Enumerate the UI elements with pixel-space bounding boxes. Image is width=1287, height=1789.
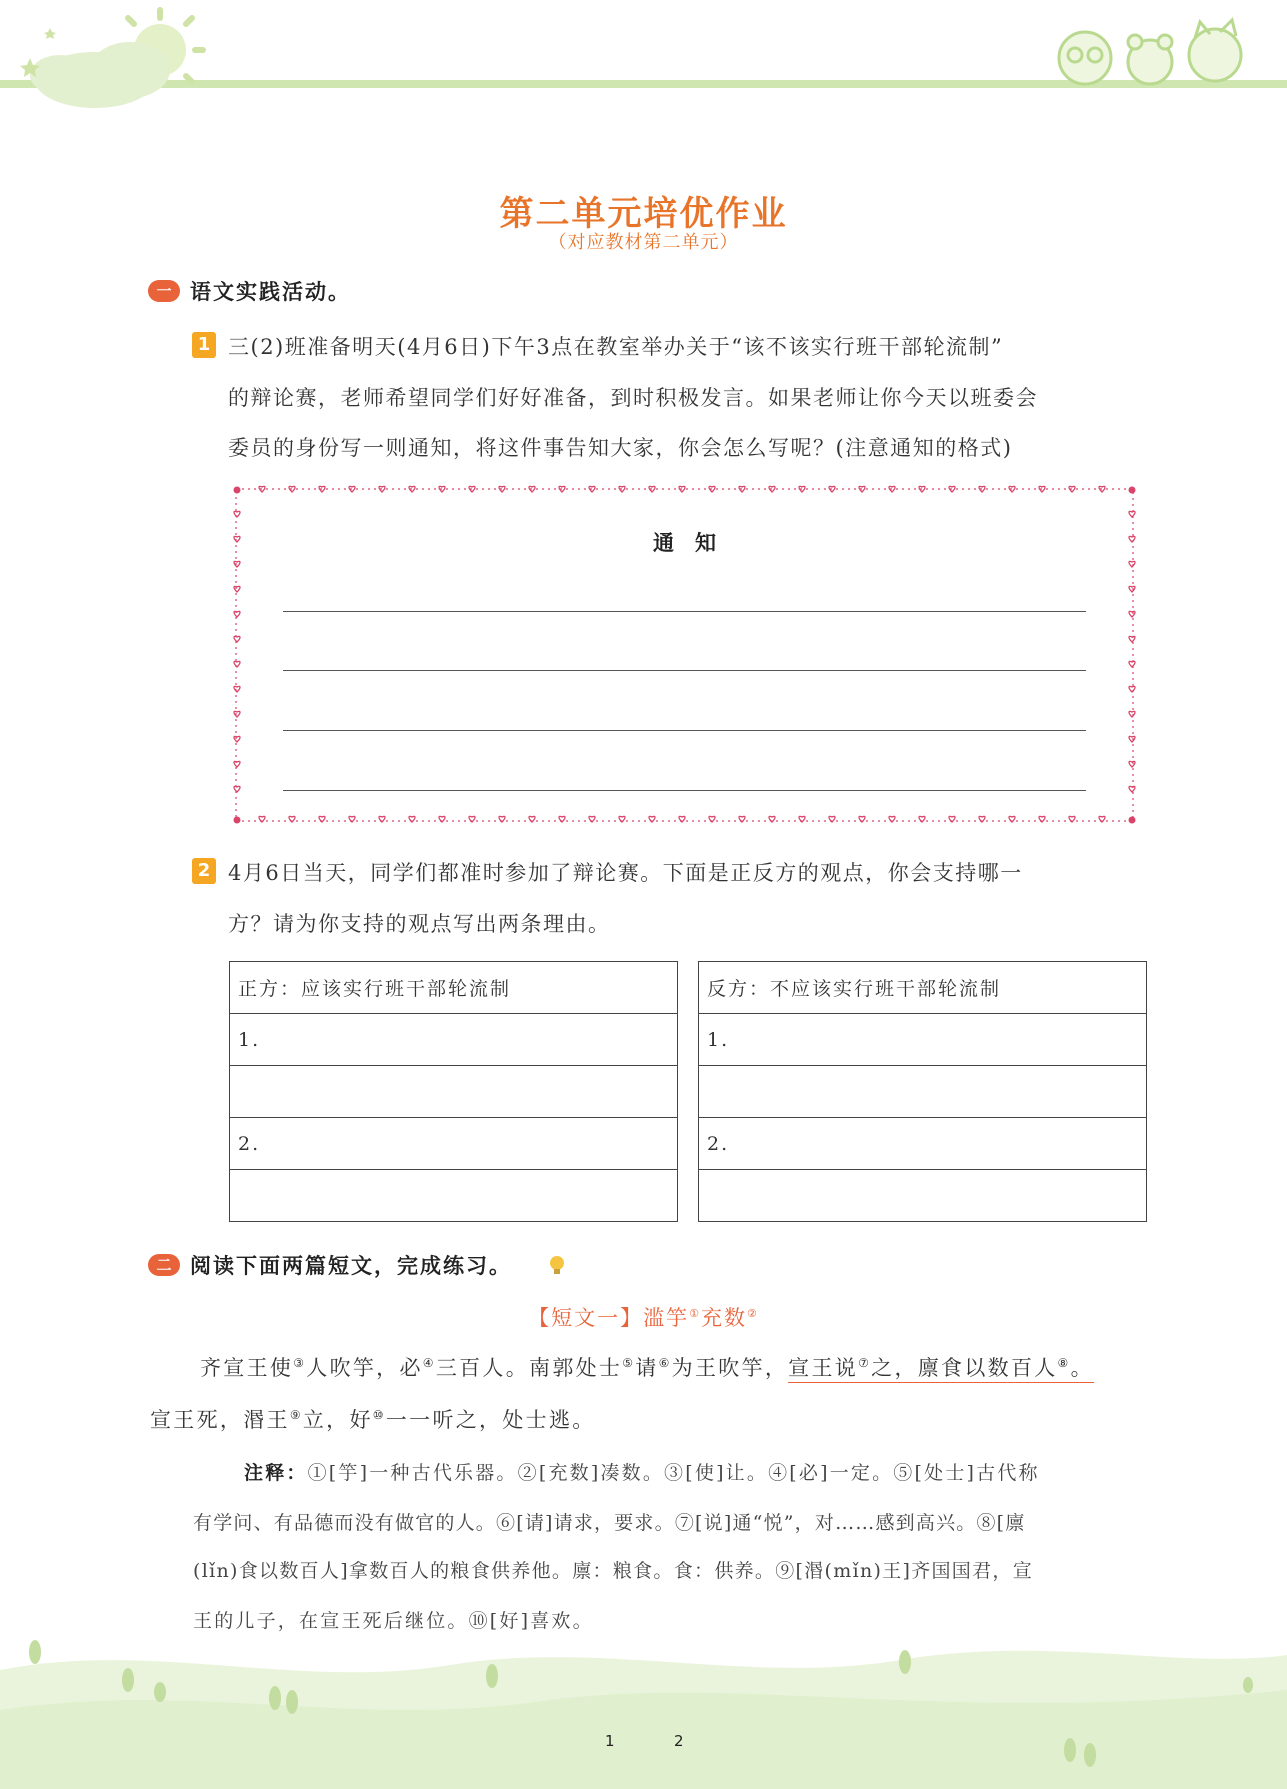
pro-reason-1-cont[interactable] xyxy=(230,1066,678,1118)
footer-hills-decoration xyxy=(0,1630,1287,1789)
heart-ornament xyxy=(619,816,625,822)
section1-badge: 一 xyxy=(148,280,180,302)
heart-ornament xyxy=(979,816,985,822)
heart-ornament xyxy=(349,486,355,492)
notice-heading: 通 知 xyxy=(653,531,716,555)
heart-ornament xyxy=(234,786,240,792)
cloud-icon xyxy=(30,42,170,108)
pro-table xyxy=(229,961,678,1222)
header-decoration xyxy=(0,0,1287,120)
heart-ornament xyxy=(319,816,325,822)
heart-ornament xyxy=(469,816,475,822)
heart-ornament xyxy=(234,686,240,692)
heart-ornament xyxy=(234,511,240,517)
heart-ornament xyxy=(919,816,925,822)
heart-ornament xyxy=(799,816,805,822)
heart-ornament xyxy=(234,761,240,767)
section2-title: 阅读下面两篇短文，完成练习。 xyxy=(190,1254,512,1278)
writing-line[interactable] xyxy=(283,670,1086,671)
con-reason-2[interactable]: 2. xyxy=(699,1118,1147,1170)
heart-ornament xyxy=(679,816,685,822)
notes-line1: 注释：①[竽]一种古代乐器。②[充数]凑数。③[使]让。④[必]一定。⑤[处士]古代称 xyxy=(244,1462,1040,1484)
pro-reason-2[interactable]: 2. xyxy=(230,1118,678,1170)
heart-ornament xyxy=(1129,561,1135,567)
heart-ornament xyxy=(1069,816,1075,822)
question1-line: 三(2)班准备明天(4月6日)下午3点在教室举办关于“该不该实行班干部轮流制” xyxy=(228,335,1004,359)
heart-ornament xyxy=(949,816,955,822)
con-reason-1-cont[interactable] xyxy=(699,1066,1147,1118)
heart-ornament xyxy=(1129,611,1135,617)
heart-ornament xyxy=(409,816,415,822)
con-reason-1[interactable]: 1. xyxy=(699,1014,1147,1066)
heart-ornament xyxy=(649,816,655,822)
page-title: 第二单元培优作业 xyxy=(499,194,788,234)
heart-ornament xyxy=(234,661,240,667)
heart-ornament xyxy=(499,816,505,822)
heart-ornament xyxy=(709,816,715,822)
section1-title: 语文实践活动。 xyxy=(190,280,351,304)
heart-ornament xyxy=(739,816,745,822)
page-number-right: 2 xyxy=(674,1732,684,1750)
heart-ornament xyxy=(234,611,240,617)
heart-ornament xyxy=(1129,711,1135,717)
heart-ornament xyxy=(234,636,240,642)
pro-header: 正方：应该实行班干部轮流制 xyxy=(230,962,678,1014)
heart-ornament xyxy=(829,816,835,822)
heart-ornament xyxy=(1129,736,1135,742)
heart-ornament xyxy=(259,816,265,822)
passage1-line1: 齐宣王使③人吹竽，必④三百人。南郭处士⑤请⑥为王吹竽，宣王说⑦之，廪食以数百人⑧。 xyxy=(200,1352,1094,1382)
section2-badge: 二 xyxy=(148,1254,180,1276)
passage1-title: 【短文一】滥竽①充数② xyxy=(528,1306,759,1330)
writing-line[interactable] xyxy=(283,611,1086,612)
heart-ornament xyxy=(1129,511,1135,517)
heart-ornament xyxy=(1009,816,1015,822)
lightbulb-icon xyxy=(544,1252,570,1278)
notes-line2: 有学问、有品德而没有做官的人。⑥[请]请求，要求。⑦[说]通“悦”，对……感到高兴。⑧[廪 xyxy=(193,1512,1026,1534)
question2-line: 方？请为你支持的观点写出两条理由。 xyxy=(228,912,611,936)
con-table xyxy=(698,961,1147,1222)
heart-ornament xyxy=(859,816,865,822)
writing-line[interactable] xyxy=(283,730,1086,731)
heart-ornament xyxy=(1129,636,1135,642)
heart-ornament xyxy=(1129,786,1135,792)
heart-ornament xyxy=(1039,816,1045,822)
heart-ornament xyxy=(234,711,240,717)
heart-ornament xyxy=(529,816,535,822)
heart-ornament xyxy=(1099,816,1105,822)
heart-ornament xyxy=(234,586,240,592)
cartoon-animals-icon xyxy=(1059,20,1241,84)
heart-ornament xyxy=(1129,761,1135,767)
con-header: 反方：不应该实行班干部轮流制 xyxy=(699,962,1147,1014)
question1-number: 1 xyxy=(192,332,216,358)
question2-number: 2 xyxy=(192,858,216,884)
heart-ornament xyxy=(1129,586,1135,592)
heart-ornament xyxy=(379,816,385,822)
heart-ornament xyxy=(289,816,295,822)
heart-ornament xyxy=(234,736,240,742)
pro-reason-2-cont[interactable] xyxy=(230,1170,678,1222)
heart-ornament xyxy=(1129,661,1135,667)
heart-ornament xyxy=(889,816,895,822)
notes-line4: 王的儿子，在宣王死后继位。⑩[好]喜欢。 xyxy=(193,1610,594,1632)
page-subtitle: （对应教材第二单元） xyxy=(548,232,739,253)
underlined-sentence: 宣王说⑦之，廪食以数百人⑧。 xyxy=(788,1356,1094,1383)
heart-ornament xyxy=(559,816,565,822)
heart-ornament xyxy=(1129,686,1135,692)
notes-line3: (lǐn)食以数百人]拿数百人的粮食供养他。廪：粮食。食：供养。⑨[湣(mǐn)王]齐国国君，宣 xyxy=(193,1560,1034,1582)
writing-line[interactable] xyxy=(283,790,1086,791)
con-reason-2-cont[interactable] xyxy=(699,1170,1147,1222)
question1-line: 的辩论赛，老师希望同学们好好准备，到时积极发言。如果老师让你今天以班委会 xyxy=(228,386,1038,410)
question2-line: 4月6日当天，同学们都准时参加了辩论赛。下面是正反方的观点，你会支持哪一 xyxy=(228,861,1023,885)
heart-ornament xyxy=(349,816,355,822)
heart-ornament xyxy=(234,561,240,567)
passage1-line2: 宣王死，湣王⑨立，好⑩一一听之，处士逃。 xyxy=(150,1408,596,1432)
heart-ornament xyxy=(439,816,445,822)
question1-line: 委员的身份写一则通知，将这件事告知大家，你会怎么写呢？(注意通知的格式) xyxy=(228,436,1013,460)
pro-reason-1[interactable]: 1. xyxy=(230,1014,678,1066)
heart-ornament xyxy=(769,816,775,822)
heart-ornament xyxy=(589,816,595,822)
page-number-left: 1 xyxy=(605,1732,615,1750)
